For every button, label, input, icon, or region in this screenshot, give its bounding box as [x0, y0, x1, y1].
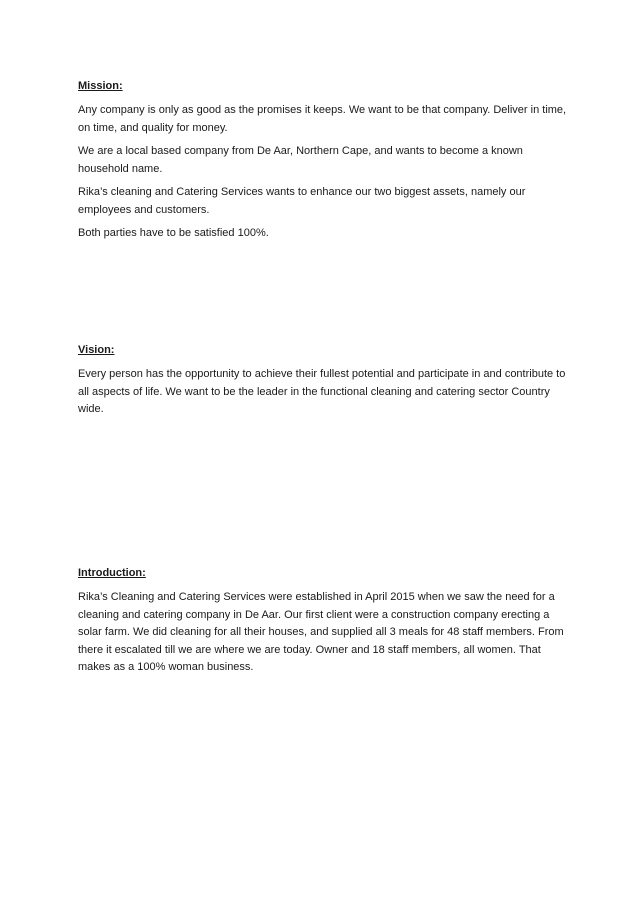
vision-section: [78, 343, 568, 425]
introduction-paragraph: Rika’s Cleaning and Catering Services were established in April 2015 when we saw the need for a cleaning and catering company in De Aar. Our first client were a construction company erecting a solar farm. We did cleaning for all their houses, and supplied all 3 meals for 48 staff members. From there it escalated till we are where we are today. Owner and 18 staff members, all women. That makes as a 100% woman business.: [78, 591, 564, 673]
vision-paragraph: Every person has the opportunity to achieve their fullest potential and participate in and contribute to all aspects of life. We want to be the leader in the functional cleaning and catering sector Country wide.: [78, 368, 566, 415]
mission-paragraph: Both parties have to be satisfied 100%.: [78, 227, 269, 239]
mission-section: [78, 79, 568, 249]
vision-heading: Vision:: [78, 344, 115, 356]
introduction-heading: Introduction:: [78, 567, 146, 579]
introduction-section: [78, 566, 568, 683]
mission-paragraph: Rika’s cleaning and Catering Services wants to enhance our two biggest assets, namely our employees and customers.: [78, 186, 526, 216]
mission-paragraph: Any company is only as good as the promises it keeps. We want to be that company. Deliver in time, on time, and quality for money.: [78, 104, 567, 134]
mission-paragraph: We are a local based company from De Aar, Northern Cape, and wants to become a known household name.: [78, 145, 523, 175]
mission-heading: Mission:: [78, 80, 123, 92]
